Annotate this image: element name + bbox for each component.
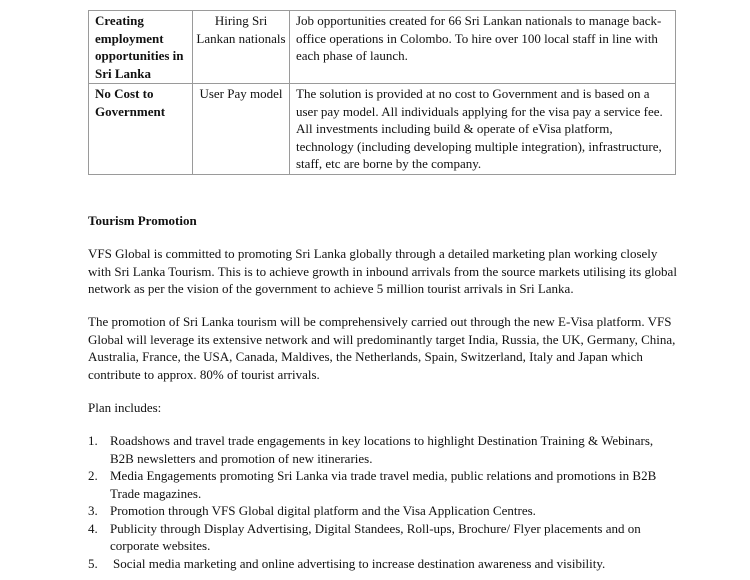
- list-item-number: 1.: [88, 433, 98, 448]
- list-item-text: Media Engagements promoting Sri Lanka via trade travel media, public relations and promotions in B2B Trade magazines.: [110, 468, 657, 501]
- plan-intro: Plan includes:: [88, 400, 162, 415]
- list-item: [88, 555, 678, 573]
- plan-list: [88, 432, 678, 572]
- list-item-text: Promotion through VFS Global digital platform and the Visa Application Centres.: [110, 503, 536, 518]
- list-item-number: 4.: [88, 520, 98, 536]
- row-heading-cell: Creating employment opportunities in Sri Lanka: [89, 11, 193, 84]
- list-item-number: 5.: [88, 555, 98, 571]
- list-item-text: Roadshows and travel trade engagements in key locations to highlight Destination Training & Webinars, B2B newsletters and promotion of new itineraries.: [110, 433, 654, 466]
- paragraph-commitment: VFS Global is committed to promoting Sri Lanka globally through a detailed marketing plan working closely with Sri Lanka Tourism. This is to achieve growth in inbound arrivals from the source markets utilising its global network as per the vision of the government to achieve 5 million tourist arrivals in Sri Lanka.: [88, 246, 677, 296]
- paragraph-promotion: The promotion of Sri Lanka tourism will be comprehensively carried out through the new E-Visa platform. VFS Global will leverage its extensive network and will predominantly target India, Russia, the UK, Germany, China, Australia, France, the USA, Canada, Maldives, the Netherlands, Spain, Switzerland, Italy and Japan which contribute to approx. 80% of tourist arrivals.: [88, 314, 676, 382]
- list-item: [88, 502, 678, 520]
- list-item-text: Publicity through Display Advertising, Digital Standees, Roll-ups, Brochure/ Flyer placements and on corporate websites.: [110, 520, 641, 553]
- row-heading-cell: No Cost to Government: [89, 84, 193, 175]
- table-row: [89, 11, 676, 84]
- list-item-text: Social media marketing and online advertising to increase destination awareness and visibility.: [113, 555, 606, 571]
- table-row: [89, 84, 676, 175]
- list-item-number: 2.: [88, 468, 98, 483]
- list-item: [88, 520, 678, 555]
- benefits-table: [88, 10, 676, 175]
- section-heading: Tourism Promotion: [88, 213, 197, 228]
- list-item-number: 3.: [88, 503, 98, 518]
- row-type-cell: User Pay model: [193, 84, 290, 175]
- list-item: [88, 467, 678, 502]
- row-description-cell: The solution is provided at no cost to Government and is based on a user pay model. All individuals applying for the visa pay a service fee. All investments including build & operate of eVisa platform, technology (including developing multiple integration), infrastructure, staff, etc are borne by the company.: [290, 84, 676, 175]
- row-description-cell: Job opportunities created for 66 Sri Lankan nationals to manage back-office operations in Colombo. To hire over 100 local staff in line with each phase of launch.: [290, 11, 676, 84]
- row-type-cell: Hiring Sri Lankan nationals: [193, 11, 290, 84]
- list-item: [88, 432, 678, 467]
